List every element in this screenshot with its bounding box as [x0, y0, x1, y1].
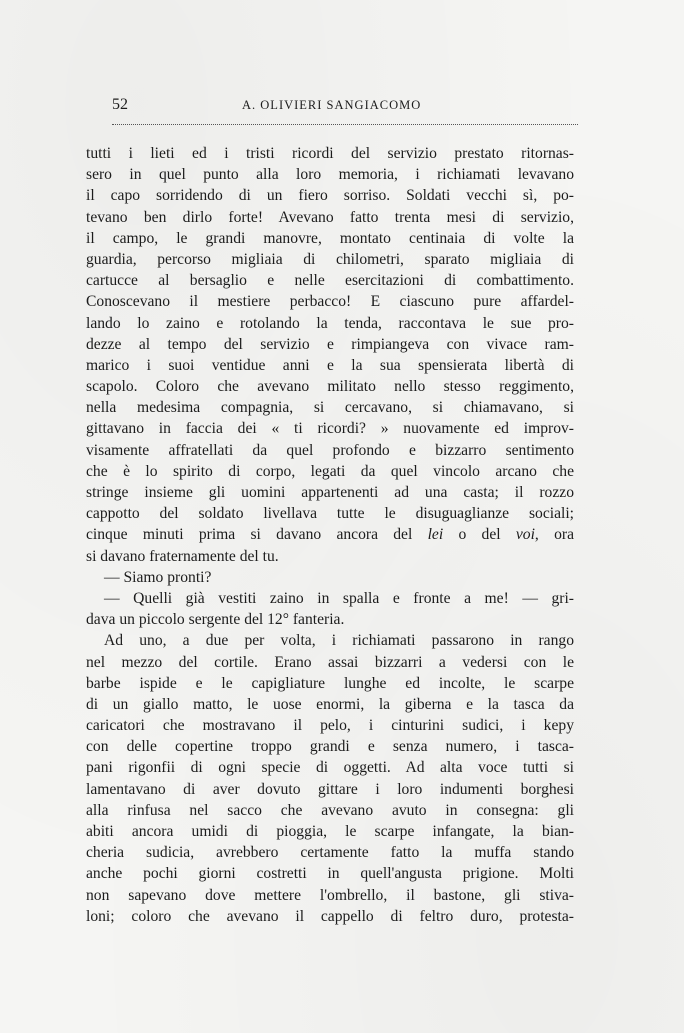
- body-text: [86, 143, 574, 927]
- text-line-with-italics: [86, 524, 574, 545]
- text-line: abiti ancora umidi di pioggia, le scarpe infangate, la bian-: [86, 823, 574, 840]
- text-line: gittavano in faccia dei « ti ricordi? » nuovamente ed improv-: [86, 420, 574, 438]
- text-line: pani rigonfii di ogni specie di oggetti. Ad alta voce tutti si: [86, 759, 574, 777]
- text-line: cappotto del soldato livellava tutte le disuguaglianze sociali;: [86, 505, 574, 523]
- dialogue-line: — Quelli già vestiti zaino in spalla e fronte a me! — gri-: [104, 589, 574, 607]
- text-line: Conoscevano il mestiere perbacco! E ciascuno pure affardel-: [86, 293, 574, 311]
- text-line: il capo sorridendo di un fiero sorriso. Soldati vecchi sì, po-: [86, 187, 574, 205]
- text-line: non sapevano dove mettere l'ombrello, il bastone, gli stiva-: [86, 886, 574, 904]
- text-line: alla rinfusa nel sacco che avevano avuto in consegna: gli: [86, 801, 574, 819]
- text-line: cartucce al bersaglio e nelle esercitazioni di combattimento.: [86, 272, 574, 290]
- text-line: barbe ispide e le capigliature lunghe ed incolte, le scarpe: [86, 674, 574, 692]
- text-line: anche pochi giorni costretti in quell'angusta prigione. Molti: [86, 865, 574, 883]
- text-line: dava un piccolo sergente del 12° fanteria.: [86, 611, 345, 629]
- text-line: cheria sudicia, avrebbero certamente fatto la muffa stando: [86, 844, 574, 862]
- text-line: il campo, le grandi manovre, montato centinaia di volte la: [86, 229, 574, 247]
- text-segment: o del: [443, 526, 516, 544]
- page-header: [112, 96, 578, 118]
- text-line: marico i suoi ventidue anni e la sua spensierata libertà di: [86, 356, 574, 374]
- text-line: sero in quel punto alla loro memoria, i richiamati levavano: [86, 166, 574, 184]
- text-line: visamente affratellati da quel profondo e bizzarro sentimento: [86, 441, 574, 459]
- text-line: nel mezzo del cortile. Erano assai bizzarri a vedersi con le: [86, 653, 574, 671]
- text-segment: , ora: [534, 526, 575, 544]
- text-line: lamentavano di aver dovuto gittare i loro indumenti borghesi: [86, 780, 574, 798]
- dialogue-line: — Siamo pronti?: [104, 568, 212, 586]
- text-line: di un giallo matto, le uose enormi, la giberna e la tasca da: [86, 695, 574, 713]
- text-line: lando lo zaino e rotolando la tenda, raccontava le sue pro-: [86, 314, 574, 332]
- text-line: caricatori che mostravano il pelo, i cinturini sudici, i kepy: [86, 717, 574, 735]
- header-rule: [112, 124, 578, 125]
- text-line: stringe insieme gli uomini appartenenti ad una casta; il rozzo: [86, 484, 574, 501]
- text-line: tutti i lieti ed i tristi ricordi del servizio prestato ritornas-: [86, 145, 574, 162]
- text-line: guardia, percorso migliaia di chilometri, sparato migliaia di: [86, 250, 574, 268]
- text-line: scapolo. Coloro che avevano militato nello stesso reggimento,: [86, 378, 574, 396]
- text-segment: cinque minuti prima si davano ancora del: [86, 526, 428, 544]
- running-head: A. OLIVIERI SANGIACOMO: [242, 98, 422, 112]
- italic-word: lei: [427, 526, 444, 544]
- text-line: nella medesima compagnia, si cercavano, si chiamavano, si: [86, 399, 574, 417]
- text-line: dezze al tempo del servizio e rimpiangeva con vivace ram-: [86, 335, 574, 353]
- text-line: si davano fraternamente del tu.: [86, 547, 279, 565]
- text-line: tevano ben dirlo forte! Avevano fatto trenta mesi di servizio,: [86, 208, 574, 226]
- text-line: con delle copertine troppo grandi e senza numero, i tasca-: [86, 738, 574, 756]
- page-number: 52: [112, 96, 128, 113]
- italic-word: voi: [515, 526, 535, 544]
- paragraph-start-line: Ad uno, a due per volta, i richiamati passarono in rango: [104, 632, 574, 650]
- text-line: loni; coloro che avevano il cappello di feltro duro, protesta-: [86, 907, 574, 925]
- text-line: che è lo spirito di corpo, legati da quel vincolo arcano che: [86, 462, 574, 480]
